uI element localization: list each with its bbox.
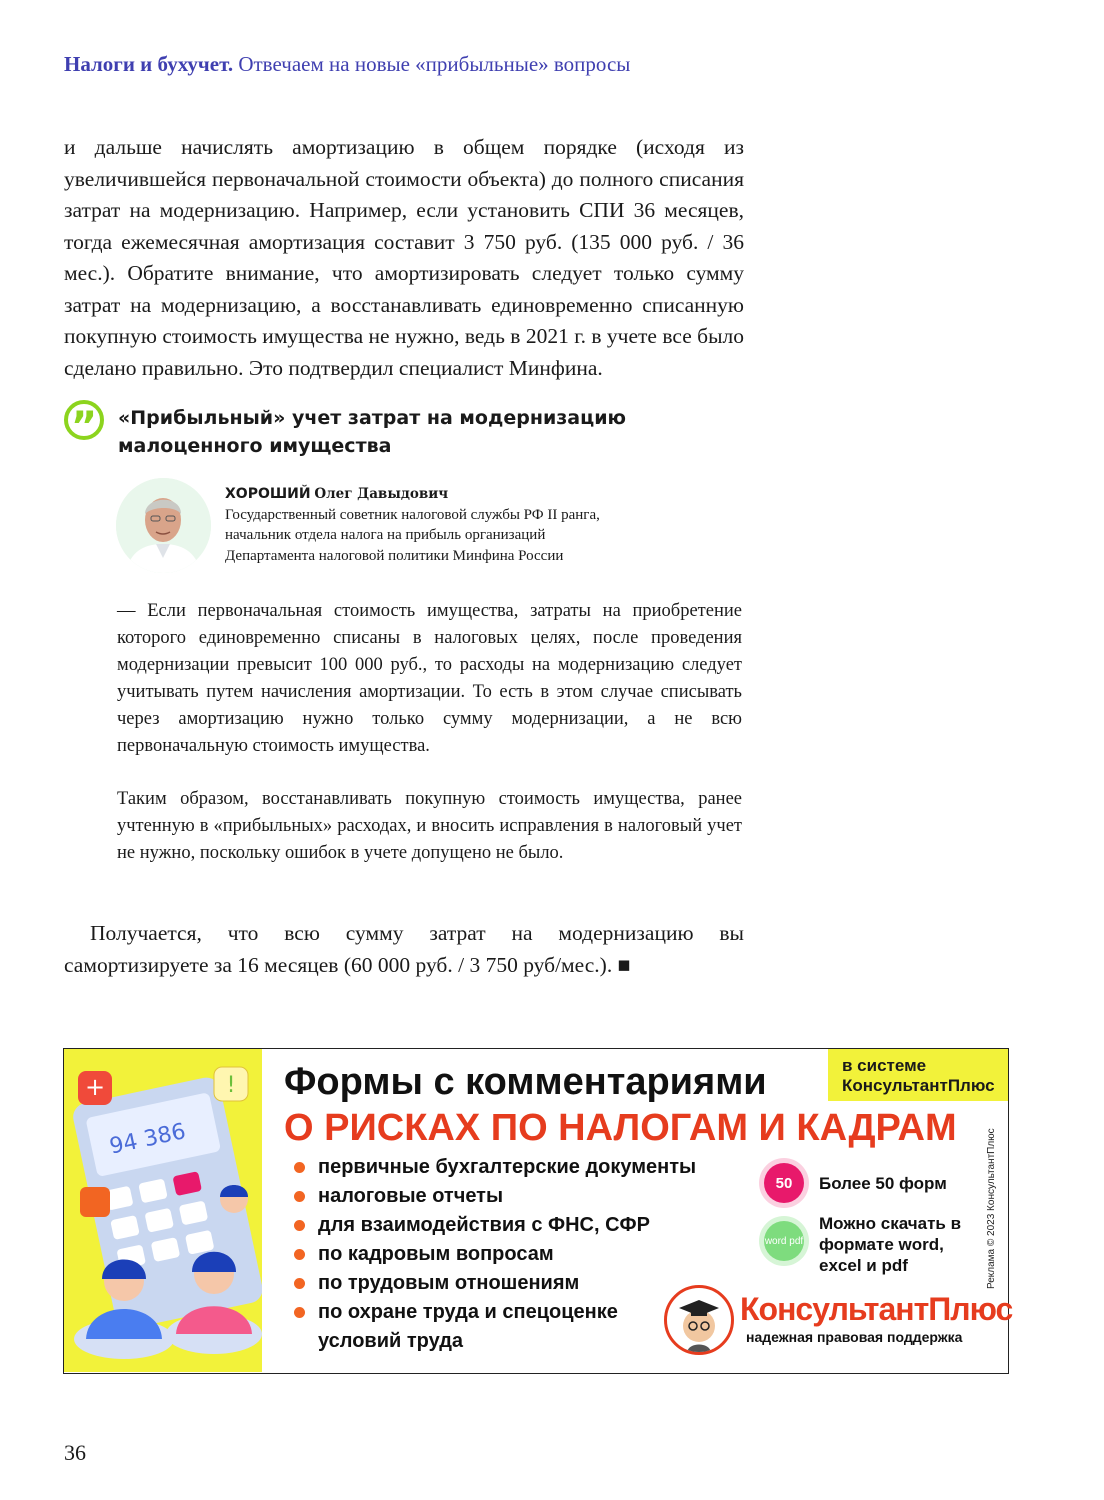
mascot-icon: [664, 1285, 734, 1355]
ad-feature-list: [294, 1153, 696, 1356]
expert-title-2: начальник отдела налога на прибыль организаций: [225, 527, 546, 543]
ad-banner[interactable]: [63, 1048, 1013, 1374]
quote-text-1: — Если первоначальная стоимость имущества, затраты на приобретение которого единовременно списаны в налоговых целях, после проведения модернизации превысит 100 000 руб., то расходы на модернизацию следует учитывать путем начисления амортизации. То есть в этом случае списывать через амортизацию нужно только сумму модернизации, а не всю первоначальную стоимость имущества.: [117, 601, 742, 756]
expert-given-name: Олег Давыдович: [314, 486, 449, 502]
body-paragraph-2: Получается, что всю сумму затрат на модернизацию вы самортизируете за 16 месяцев (60 000 руб. / 3 750 руб/мес.). ■: [64, 921, 744, 977]
calculator-illustration: [64, 1049, 262, 1372]
list-item: по охране труда и спецоценке условий труда: [294, 1298, 638, 1356]
list-item: первичные бухгалтерские документы: [294, 1153, 696, 1182]
header-section: Налоги и бухучет.: [64, 52, 234, 76]
running-header: [64, 52, 964, 77]
calculator-display: 94 386: [107, 1119, 188, 1160]
ad-title: Формы с комментариями: [284, 1061, 767, 1103]
list-item: налоговые отчеты: [294, 1182, 696, 1211]
quote-icon: ”: [64, 400, 104, 440]
expert-title-3: Департамента налоговой политики Минфина России: [225, 547, 564, 564]
feature-form-count: Более 50 форм: [819, 1174, 947, 1193]
svg-text:!: !: [226, 1073, 236, 1098]
list-item: для взаимодействия с ФНС, СФР: [294, 1211, 696, 1240]
expert-photo: [116, 478, 211, 573]
body-paragraph-1: и дальше начислять амортизацию в общем порядке (исходя из увеличившейся первоначальной стоимости объекта) до полного списания затрат на модернизацию. Например, если установить СПИ 36 месяцев, тогда ежемесячная амортизация составит 3 750 руб. (135 000 руб. / 36 мес.). Обратите внимание, что амортизировать следует только сумму затрат на модернизацию, а восстанавливать единовременно списанную покупную стоимость имущества не нужно, ведь в 2021 г. в учете все было сделано правильно. Это подтвердил специалист Минфина.: [64, 135, 744, 380]
brand-tagline: надежная правовая поддержка: [746, 1329, 963, 1345]
expert-title-1: Государственный советник налоговой службы РФ II ранга,: [225, 506, 600, 523]
header-subtitle: Отвечаем на новые «прибыльные» вопросы: [238, 52, 631, 76]
page-number: 36: [64, 1440, 86, 1465]
quote-text-2: Таким образом, восстанавливать покупную стоимость имущества, ранее учтенную в «прибыльных» расходах, и вносить исправления в налоговый учет не нужно, поскольку ошибок в учете допущено не было.: [117, 789, 742, 863]
count-badge: 50: [764, 1163, 804, 1203]
expert-surname: ХОРОШИЙ: [225, 486, 311, 502]
ad-illustration: [64, 1049, 262, 1372]
svg-text:+: +: [84, 1073, 106, 1101]
expert-info: [225, 484, 745, 566]
format-badge: word pdf: [764, 1221, 804, 1261]
brand-logo: КонсультантПлюс: [740, 1291, 1013, 1327]
quote-title: «Прибыльный» учет затрат на модернизацию малоценного имущества: [118, 407, 626, 457]
feature-download: Можно скачать в формате word, excel и pdf: [819, 1214, 962, 1275]
expert-portrait-illustration: [116, 478, 211, 573]
ad-subtitle: О РИСКАХ ПО НАЛОГАМ И КАДРАМ: [284, 1107, 957, 1149]
ad-tag: в системе КонсультантПлюс: [828, 1049, 1008, 1101]
list-item: по трудовым отношениям: [294, 1269, 696, 1298]
ad-copyright: Реклама © 2023 КонсультантПлюс: [986, 1128, 997, 1289]
list-item: по кадровым вопросам: [294, 1240, 696, 1269]
